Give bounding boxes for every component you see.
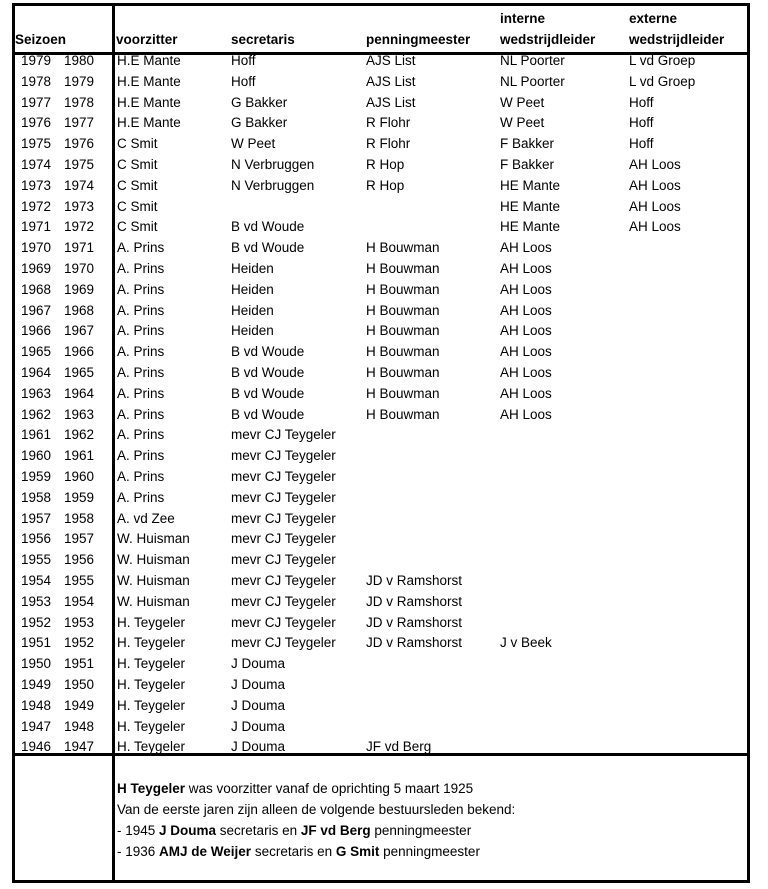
cell-secretaris: Heiden xyxy=(231,302,274,318)
cell-extern-wedstrijdleider: Hoff xyxy=(629,136,654,152)
cell-voorzitter: H.E Mante xyxy=(117,73,181,89)
cell-voorzitter: H. Teygeler xyxy=(117,739,186,755)
cell-voorzitter: A. Prins xyxy=(117,385,165,401)
cell-season-start: 1970 xyxy=(21,240,52,256)
cell-intern-wedstrijdleider: HE Mante xyxy=(500,198,561,214)
table-row xyxy=(0,717,768,738)
cell-season-start: 1946 xyxy=(21,739,52,755)
table-row xyxy=(0,633,768,654)
cell-voorzitter: A. Prins xyxy=(117,323,165,339)
note-name: J Douma xyxy=(159,823,217,838)
cell-intern-wedstrijdleider: J v Beek xyxy=(500,635,552,651)
cell-voorzitter: W. Huisman xyxy=(117,593,190,609)
header-voorzitter: voorzitter xyxy=(116,32,178,47)
cell-season-start: 1975 xyxy=(21,136,52,152)
cell-voorzitter: W. Huisman xyxy=(117,573,190,588)
cell-secretaris: B vd Woude xyxy=(231,385,305,401)
cell-secretaris: J Douma xyxy=(231,656,286,672)
table-row xyxy=(0,654,768,675)
cell-secretaris: B vd Woude xyxy=(231,406,305,422)
cell-season-start: 1973 xyxy=(21,177,52,193)
cell-extern-wedstrijdleider: L vd Groep xyxy=(629,73,696,89)
cell-secretaris: B vd Woude xyxy=(231,365,305,380)
note-line-2: Van de eerste jaren zijn alleen de volgende bestuursleden bekend: xyxy=(117,802,516,817)
cell-intern-wedstrijdleider: AH Loos xyxy=(500,302,552,318)
cell-penningmeester: JD v Ramshorst xyxy=(366,593,463,609)
cell-extern-wedstrijdleider: AH Loos xyxy=(629,219,681,235)
cell-penningmeester: AJS List xyxy=(366,73,416,89)
cell-secretaris: mevr CJ Teygeler xyxy=(231,573,336,588)
cell-voorzitter: A. Prins xyxy=(117,302,165,318)
cell-season-start: 1962 xyxy=(21,406,52,422)
cell-intern-wedstrijdleider: AH Loos xyxy=(500,385,552,401)
cell-season-start: 1967 xyxy=(21,302,52,318)
cell-secretaris: Hoff xyxy=(231,53,256,68)
cell-voorzitter: C Smit xyxy=(117,157,158,172)
note-text: penningmeester xyxy=(370,823,472,838)
cell-season-start: 1959 xyxy=(21,469,52,484)
cell-extern-wedstrijdleider: Hoff xyxy=(629,115,654,131)
cell-season-end: 1954 xyxy=(64,593,95,609)
note-name-teygeler: H Teygeler xyxy=(117,781,186,796)
cell-secretaris: G Bakker xyxy=(231,115,288,131)
cell-season-start: 1977 xyxy=(21,94,52,110)
table-row xyxy=(0,405,768,426)
table-row xyxy=(0,155,768,176)
cell-penningmeester: H Bouwman xyxy=(366,240,440,256)
cell-secretaris: N Verbruggen xyxy=(231,157,315,172)
table-row xyxy=(0,613,768,634)
cell-voorzitter: C Smit xyxy=(117,219,158,235)
note-line-3 xyxy=(117,823,471,838)
table-row xyxy=(0,446,768,467)
cell-secretaris: B vd Woude xyxy=(231,344,305,360)
note-year: - 1945 xyxy=(117,823,160,838)
cell-intern-wedstrijdleider: AH Loos xyxy=(500,365,552,380)
cell-season-start: 1956 xyxy=(21,531,52,547)
cell-penningmeester: H Bouwman xyxy=(366,365,440,380)
cell-season-end: 1970 xyxy=(64,261,95,276)
cell-intern-wedstrijdleider: HE Mante xyxy=(500,177,561,193)
header-penningmeester: penningmeester xyxy=(366,32,471,47)
cell-season-end: 1948 xyxy=(64,718,95,734)
cell-season-end: 1972 xyxy=(64,219,95,235)
table-row xyxy=(0,342,768,363)
cell-season-start: 1952 xyxy=(21,614,52,630)
table-row xyxy=(0,176,768,197)
cell-secretaris: mevr CJ Teygeler xyxy=(231,448,336,464)
cell-penningmeester: H Bouwman xyxy=(366,302,440,318)
table-row xyxy=(0,51,768,72)
cell-season-end: 1957 xyxy=(64,531,95,547)
cell-season-end: 1964 xyxy=(64,385,95,401)
cell-secretaris: mevr CJ Teygeler xyxy=(231,427,336,443)
cell-season-end: 1966 xyxy=(64,344,95,360)
cell-season-start: 1957 xyxy=(21,510,52,526)
table-row xyxy=(0,113,768,134)
cell-voorzitter: A. Prins xyxy=(117,427,165,443)
table-row xyxy=(0,737,768,758)
table-row xyxy=(0,488,768,509)
cell-secretaris: mevr CJ Teygeler xyxy=(231,489,336,505)
cell-secretaris: B vd Woude xyxy=(231,219,305,235)
cell-season-start: 1965 xyxy=(21,344,52,360)
cell-intern-wedstrijdleider: AH Loos xyxy=(500,323,552,339)
cell-intern-wedstrijdleider: AH Loos xyxy=(500,240,552,256)
table-row xyxy=(0,509,768,530)
cell-secretaris: G Bakker xyxy=(231,94,288,110)
header-extern-line1: externe xyxy=(629,11,678,26)
cell-season-end: 1977 xyxy=(64,115,95,131)
cell-season-start: 1976 xyxy=(21,115,52,131)
cell-voorzitter: W. Huisman xyxy=(117,531,190,547)
cell-extern-wedstrijdleider: AH Loos xyxy=(629,157,681,172)
cell-season-end: 1974 xyxy=(64,177,95,193)
cell-season-end: 1980 xyxy=(64,53,95,68)
cell-secretaris: B vd Woude xyxy=(231,240,305,256)
cell-secretaris: mevr CJ Teygeler xyxy=(231,531,336,547)
cell-secretaris: Hoff xyxy=(231,73,256,89)
cell-intern-wedstrijdleider: NL Poorter xyxy=(500,53,565,68)
table-row xyxy=(0,363,768,384)
cell-penningmeester: R Hop xyxy=(366,157,405,172)
cell-voorzitter: A. Prins xyxy=(117,448,165,464)
cell-voorzitter: A. Prins xyxy=(117,365,165,380)
cell-season-start: 1971 xyxy=(21,219,52,235)
table-row xyxy=(0,571,768,592)
cell-penningmeester: H Bouwman xyxy=(366,406,440,422)
cell-season-end: 1961 xyxy=(64,448,95,464)
note-line-1 xyxy=(117,781,473,796)
cell-voorzitter: H.E Mante xyxy=(117,53,181,68)
cell-voorzitter: A. Prins xyxy=(117,344,165,360)
cell-season-end: 1976 xyxy=(64,136,95,152)
cell-penningmeester: H Bouwman xyxy=(366,323,440,339)
header-secretaris: secretaris xyxy=(231,32,295,47)
cell-intern-wedstrijdleider: W Peet xyxy=(500,94,545,110)
cell-intern-wedstrijdleider: F Bakker xyxy=(500,136,555,152)
table-row xyxy=(0,72,768,93)
table-row xyxy=(0,675,768,696)
cell-season-end: 1953 xyxy=(64,614,95,630)
cell-secretaris: mevr CJ Teygeler xyxy=(231,510,336,526)
cell-penningmeester: H Bouwman xyxy=(366,261,440,276)
table-row xyxy=(0,696,768,717)
header-intern-line1: interne xyxy=(500,11,546,26)
cell-season-end: 1959 xyxy=(64,489,95,505)
cell-extern-wedstrijdleider: AH Loos xyxy=(629,198,681,214)
table-row xyxy=(0,134,768,155)
cell-season-end: 1949 xyxy=(64,697,95,713)
cell-secretaris: J Douma xyxy=(231,718,286,734)
cell-penningmeester: H Bouwman xyxy=(366,344,440,360)
table-row xyxy=(0,592,768,613)
cell-penningmeester: H Bouwman xyxy=(366,385,440,401)
header-seizoen: Seizoen xyxy=(15,32,67,47)
cell-voorzitter: C Smit xyxy=(117,177,158,193)
cell-season-end: 1968 xyxy=(64,302,95,318)
cell-penningmeester: R Flohr xyxy=(366,136,411,152)
cell-secretaris: Heiden xyxy=(231,323,274,339)
cell-season-start: 1969 xyxy=(21,261,52,276)
cell-secretaris: Heiden xyxy=(231,281,274,297)
cell-season-end: 1952 xyxy=(64,635,95,651)
cell-penningmeester: AJS List xyxy=(366,94,416,110)
cell-penningmeester: H Bouwman xyxy=(366,281,440,297)
cell-penningmeester: R Flohr xyxy=(366,115,411,131)
cell-penningmeester: JD v Ramshorst xyxy=(366,614,463,630)
cell-secretaris: N Verbruggen xyxy=(231,177,315,193)
cell-intern-wedstrijdleider: HE Mante xyxy=(500,219,561,235)
cell-secretaris: J Douma xyxy=(231,697,286,713)
cell-voorzitter: A. Prins xyxy=(117,281,165,297)
cell-secretaris: mevr CJ Teygeler xyxy=(231,635,336,651)
cell-season-end: 1978 xyxy=(64,94,95,110)
cell-extern-wedstrijdleider: AH Loos xyxy=(629,177,681,193)
table-row xyxy=(0,425,768,446)
cell-penningmeester: R Hop xyxy=(366,177,405,193)
cell-voorzitter: H. Teygeler xyxy=(117,697,186,713)
cell-secretaris: mevr CJ Teygeler xyxy=(231,593,336,609)
cell-voorzitter: H.E Mante xyxy=(117,94,181,110)
note-name: AMJ de Weijer xyxy=(159,844,252,859)
cell-season-start: 1950 xyxy=(21,656,52,672)
table-row xyxy=(0,280,768,301)
cell-season-start: 1974 xyxy=(21,157,52,172)
cell-voorzitter: H. Teygeler xyxy=(117,635,186,651)
cell-intern-wedstrijdleider: AH Loos xyxy=(500,281,552,297)
cell-intern-wedstrijdleider: AH Loos xyxy=(500,406,552,422)
cell-season-start: 1964 xyxy=(21,365,52,380)
cell-penningmeester: JD v Ramshorst xyxy=(366,573,463,588)
cell-voorzitter: A. Prins xyxy=(117,240,165,256)
cell-secretaris: J Douma xyxy=(231,677,286,692)
cell-intern-wedstrijdleider: NL Poorter xyxy=(500,73,565,89)
table-row xyxy=(0,197,768,218)
cell-season-end: 1958 xyxy=(64,510,95,526)
note-line-4 xyxy=(117,844,480,859)
header-extern-line2: wedstrijdleider xyxy=(629,32,725,47)
cell-season-start: 1963 xyxy=(21,385,52,401)
cell-season-start: 1953 xyxy=(21,593,52,609)
cell-season-start: 1960 xyxy=(21,448,52,464)
cell-season-start: 1958 xyxy=(21,489,52,505)
cell-season-end: 1950 xyxy=(64,677,95,692)
table-row xyxy=(0,238,768,259)
cell-season-start: 1954 xyxy=(21,573,52,588)
cell-season-end: 1960 xyxy=(64,469,95,484)
cell-season-end: 1947 xyxy=(64,739,95,755)
table-row xyxy=(0,467,768,488)
note-text: penningmeester xyxy=(379,844,480,859)
cell-season-end: 1951 xyxy=(64,656,95,672)
cell-intern-wedstrijdleider: AH Loos xyxy=(500,261,552,276)
cell-season-end: 1971 xyxy=(64,240,95,256)
table-row xyxy=(0,93,768,114)
cell-season-end: 1973 xyxy=(64,198,95,214)
cell-secretaris: mevr CJ Teygeler xyxy=(231,614,336,630)
table-row xyxy=(0,384,768,405)
cell-season-start: 1979 xyxy=(21,53,52,68)
cell-season-end: 1975 xyxy=(64,157,95,172)
cell-season-start: 1968 xyxy=(21,281,52,297)
cell-penningmeester: JD v Ramshorst xyxy=(366,635,463,651)
cell-secretaris: W Peet xyxy=(231,136,276,152)
cell-penningmeester: JF vd Berg xyxy=(366,739,432,755)
cell-season-end: 1955 xyxy=(64,573,95,588)
table-row xyxy=(0,301,768,322)
cell-voorzitter: A. Prins xyxy=(117,406,165,422)
cell-season-end: 1965 xyxy=(64,365,95,380)
table-row xyxy=(0,217,768,238)
cell-season-start: 1948 xyxy=(21,697,52,713)
cell-voorzitter: H. Teygeler xyxy=(117,718,186,734)
cell-season-end: 1962 xyxy=(64,427,95,443)
cell-secretaris: mevr CJ Teygeler xyxy=(231,469,336,484)
cell-voorzitter: A. Prins xyxy=(117,489,165,505)
note-text: secretaris en xyxy=(216,823,301,838)
header-intern-line2: wedstrijdleider xyxy=(500,32,596,47)
cell-intern-wedstrijdleider: F Bakker xyxy=(500,157,555,172)
table-row xyxy=(0,321,768,342)
cell-season-start: 1955 xyxy=(21,552,52,568)
cell-season-end: 1967 xyxy=(64,323,95,339)
cell-season-start: 1961 xyxy=(21,427,52,443)
table-row xyxy=(0,529,768,550)
cell-season-start: 1951 xyxy=(21,635,52,651)
cell-voorzitter: C Smit xyxy=(117,198,158,214)
cell-voorzitter: H. Teygeler xyxy=(117,614,186,630)
note-text: secretaris en xyxy=(251,844,336,859)
cell-voorzitter: H. Teygeler xyxy=(117,677,186,692)
cell-voorzitter: C Smit xyxy=(117,136,158,152)
cell-voorzitter: W. Huisman xyxy=(117,552,190,568)
cell-voorzitter: A. vd Zee xyxy=(117,510,175,526)
cell-voorzitter: A. Prins xyxy=(117,261,165,276)
cell-season-end: 1969 xyxy=(64,281,95,297)
note-name: JF vd Berg xyxy=(300,823,371,838)
cell-secretaris: mevr CJ Teygeler xyxy=(231,552,336,568)
cell-secretaris: J Douma xyxy=(231,739,286,755)
cell-season-start: 1978 xyxy=(21,73,52,89)
table-row xyxy=(0,550,768,571)
cell-penningmeester: AJS List xyxy=(366,53,416,68)
cell-extern-wedstrijdleider: L vd Groep xyxy=(629,53,696,68)
cell-season-end: 1963 xyxy=(64,406,95,422)
note-year: - 1936 xyxy=(117,844,160,859)
cell-season-start: 1966 xyxy=(21,323,52,339)
cell-intern-wedstrijdleider: AH Loos xyxy=(500,344,552,360)
table-row xyxy=(0,259,768,280)
cell-voorzitter: A. Prins xyxy=(117,469,165,484)
cell-voorzitter: H.E Mante xyxy=(117,115,181,131)
cell-season-end: 1956 xyxy=(64,552,95,568)
cell-season-start: 1949 xyxy=(21,677,52,692)
cell-extern-wedstrijdleider: Hoff xyxy=(629,94,654,110)
cell-season-start: 1947 xyxy=(21,718,52,734)
cell-season-start: 1972 xyxy=(21,198,52,214)
note-text: was voorzitter vanaf de oprichting 5 maart 1925 xyxy=(185,781,474,796)
cell-intern-wedstrijdleider: W Peet xyxy=(500,115,545,131)
cell-voorzitter: H. Teygeler xyxy=(117,656,186,672)
note-name: G Smit xyxy=(335,844,380,859)
cell-secretaris: Heiden xyxy=(231,261,274,276)
cell-season-end: 1979 xyxy=(64,73,95,89)
